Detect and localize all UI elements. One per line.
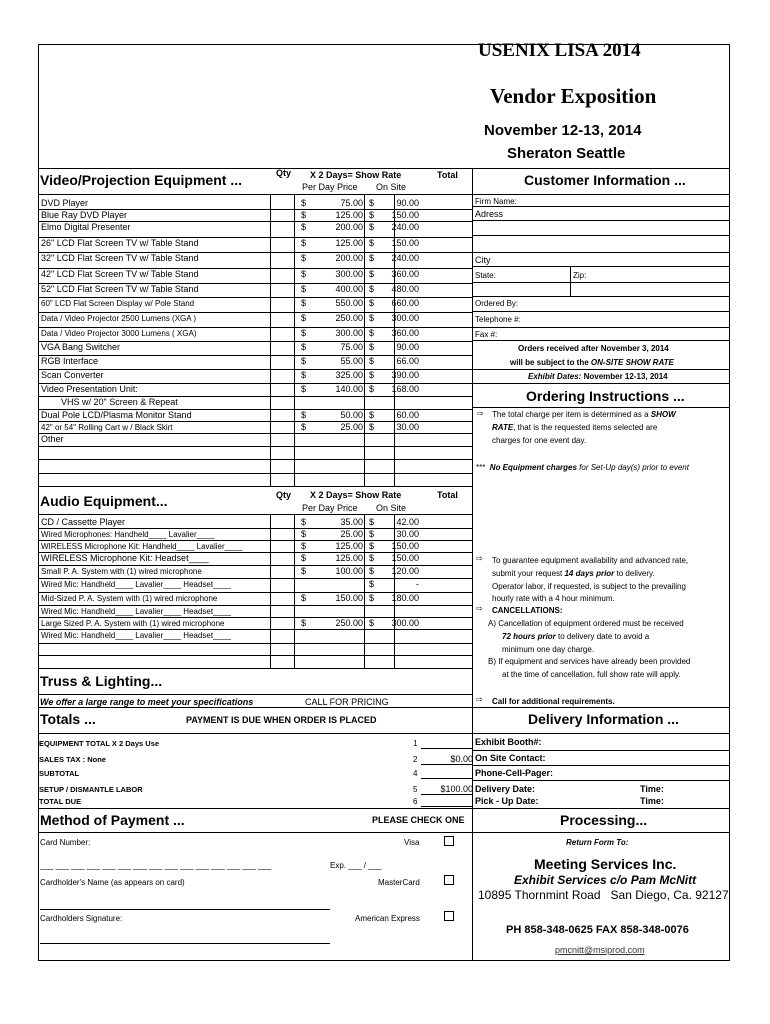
on-site-price: - (416, 579, 419, 589)
totals-value[interactable] (421, 737, 473, 749)
dollar-sign: $ (369, 370, 375, 380)
mastercard-label: MasterCard (378, 878, 420, 887)
orders-deadline-notice: Orders received after November 3, 2014 (518, 344, 669, 353)
dollar-sign: $ (369, 342, 375, 352)
item-name: 26" LCD Flat Screen TV w/ Table Stand (41, 238, 199, 248)
telephone-label: Telephone #: (475, 315, 521, 324)
visa-checkbox[interactable] (444, 836, 454, 846)
on-site-price: 480.00 (391, 284, 419, 294)
on-site-price: 66.00 (396, 356, 419, 366)
dollar-sign: $ (301, 566, 307, 576)
exhibit-dates-notice: Exhibit Dates: November 12-13, 2014 (528, 372, 668, 381)
totals-line-number: 4 (413, 769, 418, 778)
per-day-price: 50.00 (340, 410, 363, 420)
on-site-price: 360.00 (391, 328, 419, 338)
item-name: Wired Mic: Handheld____ Lavalier____ Headset____ (41, 631, 231, 640)
dollar-sign: $ (369, 566, 375, 576)
cancellation-min: minimum one day charge. (502, 645, 595, 654)
event-venue: Sheraton Seattle (507, 145, 626, 162)
video-section-title: Video/Projection Equipment ... (40, 172, 242, 188)
company-phone: PH 858-348-0625 FAX 858-348-0076 (506, 924, 689, 936)
table-row (39, 283, 473, 296)
item-name: DVD Player (41, 198, 89, 208)
dollar-sign: $ (369, 579, 375, 589)
per-day-price: 400.00 (335, 284, 363, 294)
total-input[interactable] (433, 341, 471, 353)
total-input[interactable] (433, 297, 471, 309)
dollar-sign: $ (369, 210, 375, 220)
delivery-section-title: Delivery Information ... (528, 711, 679, 727)
email-link[interactable]: pmcnitt@msiprod.com (555, 945, 645, 955)
total-header: Total (437, 170, 458, 180)
per-day-price: 300.00 (335, 269, 363, 279)
item-name: Large Sized P. A. System with (1) wired microphone (41, 619, 225, 628)
dollar-sign: $ (301, 553, 307, 563)
qty-header: Qty (276, 490, 292, 500)
fax-label: Fax #: (475, 330, 498, 339)
item-name: RGB Interface (41, 356, 99, 366)
instruction-event-day: charges for one event day. (492, 436, 587, 445)
total-input[interactable] (433, 283, 471, 295)
state-label: State: (475, 271, 496, 280)
on-site-price: 390.00 (391, 370, 419, 380)
card-number-line[interactable]: ___ ___ ___ ___ ___ ___ ___ ___ ___ ___ ___ ___ ___ ___ ___ (40, 861, 272, 870)
totals-row (39, 753, 473, 766)
company-name: Meeting Services Inc. (534, 856, 677, 872)
dollar-sign: $ (301, 284, 307, 294)
per-day-price: 125.00 (335, 238, 363, 248)
qty-header: Qty (276, 168, 292, 178)
item-name: WIRELESS Microphone Kit: Handheld____ Lavalier____ (41, 542, 243, 551)
total-input[interactable] (433, 355, 471, 367)
item-name: Other (41, 434, 64, 444)
totals-label: SALES TAX : None (39, 755, 106, 764)
dollar-sign: $ (369, 541, 375, 551)
dollar-sign: $ (369, 253, 375, 263)
item-name: Data / Video Projector 3000 Lumens ( XGA) (41, 329, 197, 338)
total-input[interactable] (433, 369, 471, 381)
per-day-price: 55.00 (340, 356, 363, 366)
dollar-sign: $ (301, 517, 307, 527)
booth-label: Exhibit Booth#: (475, 737, 542, 747)
total-input[interactable] (433, 396, 471, 408)
on-site-header: On Site (376, 503, 407, 513)
totals-label: EQUIPMENT TOTAL X 2 Days Use (39, 739, 160, 748)
item-name: 52" LCD Flat Screen TV w/ Table Stand (41, 284, 199, 294)
on-site-price: 42.00 (396, 517, 419, 527)
totals-value[interactable]: $100.00 (421, 783, 473, 795)
cardholder-label: Cardholder's Name (as appears on card) (40, 878, 185, 887)
total-input[interactable] (433, 617, 471, 629)
truss-note: We offer a large range to meet your specifications (40, 697, 254, 707)
item-name: 32" LCD Flat Screen TV w/ Table Stand (41, 253, 199, 263)
item-name: Data / Video Projector 2500 Lumens (XGA ) (41, 314, 197, 323)
dollar-sign: $ (369, 517, 375, 527)
no-setup-charge-note: *** No Equipment charges for Set-Up day(s) prior to event (476, 463, 689, 472)
instruction-show-rate: The total charge per item is determined as a SHOW (492, 410, 676, 419)
total-input[interactable] (433, 383, 471, 395)
expiration-field[interactable]: Exp. ___ / ___ (330, 861, 382, 870)
on-site-price: 660.00 (391, 298, 419, 308)
totals-label: TOTAL DUE (39, 797, 82, 806)
page-title: Vendor Exposition (490, 84, 657, 108)
on-site-price: 90.00 (396, 342, 419, 352)
check-one-label: PLEASE CHECK ONE (372, 815, 465, 825)
item-name: CD / Cassette Player (41, 517, 126, 527)
total-input[interactable] (433, 252, 471, 264)
on-site-price: 90.00 (396, 198, 419, 208)
per-day-price: 75.00 (340, 198, 363, 208)
item-name: 60" LCD Flat Screen Display w/ Pole Stand (41, 299, 195, 308)
per-day-price: 25.00 (340, 422, 363, 432)
dollar-sign: $ (369, 618, 375, 628)
totals-row (39, 767, 473, 780)
call-requirements: Call for additional requirements. (492, 697, 615, 706)
instruction-operator: Operator labor, if requested, is subject to the prevailing (492, 582, 686, 591)
instruction-hourly: hourly rate with a 4 hour minimum. (492, 594, 615, 603)
company-attn: Exhibit Services c/o Pam McNitt (514, 873, 697, 887)
item-name: 42" or 54" Rolling Cart w / Black Skirt (41, 423, 173, 432)
item-name: Blue Ray DVD Player (41, 210, 128, 220)
arrow-right-icon: ⇨ (476, 554, 483, 563)
dollar-sign: $ (301, 356, 307, 366)
amex-checkbox[interactable] (444, 911, 454, 921)
item-name: Elmo Digital Presenter (41, 222, 131, 232)
total-input[interactable] (433, 327, 471, 339)
total-input[interactable] (433, 592, 471, 604)
cancellations-title: CANCELLATIONS: (492, 606, 563, 615)
totals-value[interactable] (421, 795, 473, 807)
on-site-price: 240.00 (391, 253, 419, 263)
dollar-sign: $ (301, 618, 307, 628)
cardholder-name-line[interactable] (40, 909, 330, 910)
item-name: 42" LCD Flat Screen TV w/ Table Stand (41, 269, 199, 279)
arrow-right-icon: ⇨ (476, 604, 483, 613)
total-input[interactable] (433, 409, 471, 421)
dollar-sign: $ (301, 342, 307, 352)
table-row (39, 629, 473, 642)
item-name: Wired Mic: Handheld____ Lavalier____ Headset____ (41, 580, 231, 589)
table-row (39, 297, 473, 310)
per-day-price: 25.00 (340, 529, 363, 539)
pickup-date-label: Pick - Up Date: (475, 796, 539, 806)
total-input[interactable] (433, 516, 471, 528)
event-dates: November 12-13, 2014 (484, 122, 642, 139)
totals-label: SETUP / DISMANTLE LABOR (39, 785, 143, 794)
table-row (39, 237, 473, 250)
signature-line[interactable] (40, 943, 330, 944)
dollar-sign: $ (369, 269, 375, 279)
per-day-price: 200.00 (335, 222, 363, 232)
total-input[interactable] (433, 312, 471, 324)
arrow-right-icon: ⇨ (477, 409, 484, 418)
total-input[interactable] (433, 421, 471, 433)
signature-label: Cardholders Signature: (40, 914, 123, 923)
table-row (39, 252, 473, 265)
amex-label: American Express (355, 914, 420, 923)
total-input[interactable] (433, 565, 471, 577)
on-site-header: On Site (376, 182, 407, 192)
dollar-sign: $ (369, 328, 375, 338)
table-row (39, 221, 473, 234)
table-row (39, 312, 473, 325)
dollar-sign: $ (369, 410, 375, 420)
dollar-sign: $ (369, 238, 375, 248)
event-name: USENIX LISA 2014 (478, 40, 641, 61)
per-day-price: 125.00 (335, 210, 363, 220)
table-row (39, 565, 473, 578)
totals-line-number: 6 (413, 797, 418, 806)
item-name: Small P. A. System with (1) wired microphone (41, 567, 202, 576)
customer-section-title: Customer Information ... (524, 172, 686, 188)
dollar-sign: $ (301, 269, 307, 279)
phone-label: Phone-Cell-Pager: (475, 768, 554, 778)
on-site-price: 150.00 (391, 210, 419, 220)
dollar-sign: $ (369, 529, 375, 539)
table-row (39, 592, 473, 605)
total-input[interactable] (433, 552, 471, 564)
table-row (39, 341, 473, 354)
total-input[interactable] (433, 268, 471, 280)
dollar-sign: $ (301, 210, 307, 220)
table-row (39, 369, 473, 382)
dollar-sign: $ (369, 313, 375, 323)
on-site-price: 150.00 (391, 541, 419, 551)
dollar-sign: $ (301, 529, 307, 539)
on-site-price: 30.00 (396, 529, 419, 539)
table-row (39, 578, 473, 591)
truss-call: CALL FOR PRICING (305, 697, 389, 707)
item-name: VGA Bang Switcher (41, 342, 121, 352)
firm-name-label: Firm Name: (475, 197, 517, 206)
per-day-price: 300.00 (335, 328, 363, 338)
table-row (39, 383, 473, 396)
delivery-date-label: Delivery Date: (475, 784, 536, 794)
total-input[interactable] (433, 629, 471, 641)
rate-header: X 2 Days= Show Rate (310, 490, 402, 500)
per-day-price: 125.00 (335, 541, 363, 551)
per-day-price: 325.00 (335, 370, 363, 380)
mastercard-checkbox[interactable] (444, 875, 454, 885)
totals-line-number: 2 (413, 755, 418, 764)
dollar-sign: $ (369, 422, 375, 432)
totals-label: SUBTOTAL (39, 769, 80, 778)
dollar-sign: $ (369, 384, 375, 394)
per-day-price: 200.00 (335, 253, 363, 263)
dollar-sign: $ (301, 238, 307, 248)
item-name: Wired Microphones: Handheld____ Lavalier____ (41, 530, 215, 539)
truss-section-title: Truss & Lighting... (40, 673, 163, 689)
dollar-sign: $ (301, 222, 307, 232)
arrow-right-icon: ⇨ (476, 695, 483, 704)
instructions-section-title: Ordering Instructions ... (526, 388, 685, 404)
table-row (39, 552, 473, 565)
total-input[interactable] (433, 540, 471, 552)
address-label: Adress (475, 209, 504, 219)
dollar-sign: $ (301, 198, 307, 208)
total-input[interactable] (433, 237, 471, 249)
per-day-header: Per Day Price (302, 182, 358, 192)
totals-section-title: Totals ... (40, 711, 96, 727)
card-number-label: Card Number: (40, 838, 91, 847)
zip-label: Zip: (573, 271, 587, 280)
item-name: Wired Mic: Handheld____ Lavalier____ Headset____ (41, 607, 231, 616)
payment-due-note: PAYMENT IS DUE WHEN ORDER IS PLACED (186, 715, 377, 725)
return-to-label: Return Form To: (566, 838, 629, 847)
contact-label: On Site Contact: (475, 753, 546, 763)
totals-value[interactable] (421, 767, 473, 779)
on-site-price: 360.00 (391, 269, 419, 279)
total-input[interactable] (433, 578, 471, 590)
dollar-sign: $ (369, 593, 375, 603)
per-day-price: 250.00 (335, 618, 363, 628)
totals-line-number: 5 (413, 785, 418, 794)
total-input[interactable] (433, 605, 471, 617)
on-site-price: 168.00 (391, 384, 419, 394)
table-row (39, 396, 473, 409)
item-name: Mid-Sized P. A. System with (1) wired microphone (41, 594, 218, 603)
item-name: VHS w/ 20" Screen & Repeat (61, 397, 178, 407)
total-input[interactable] (433, 528, 471, 540)
ordered-by-label: Ordered By: (475, 299, 519, 308)
per-day-price: 125.00 (335, 553, 363, 563)
per-day-price: 250.00 (335, 313, 363, 323)
item-name: Dual Pole LCD/Plasma Monitor Stand (41, 410, 192, 420)
dollar-sign: $ (301, 410, 307, 420)
totals-line-number: 1 (413, 739, 418, 748)
total-input[interactable] (433, 221, 471, 233)
totals-row (39, 737, 473, 750)
instruction-guarantee: To guarantee equipment availability and advanced rate, (492, 556, 689, 565)
city-label: City (475, 255, 491, 265)
onsite-rate-notice: will be subject to the ON-SITE SHOW RATE (510, 358, 674, 367)
total-input[interactable] (433, 197, 471, 209)
cancellation-full: at the time of cancellation, full show rate will apply. (502, 670, 681, 679)
dollar-sign: $ (369, 198, 375, 208)
on-site-price: 150.00 (391, 238, 419, 248)
per-day-price: 75.00 (340, 342, 363, 352)
company-address: 10895 Thornmint Road San Diego, Ca. 92127 (478, 888, 729, 902)
item-name: WIRELESS Microphone Kit: Headset____ (41, 553, 209, 563)
rate-header: X 2 Days= Show Rate (310, 170, 402, 180)
dollar-sign: $ (369, 553, 375, 563)
dollar-sign: $ (369, 284, 375, 294)
per-day-header: Per Day Price (302, 503, 358, 513)
total-header: Total (437, 490, 458, 500)
table-row (39, 327, 473, 340)
dollar-sign: $ (301, 253, 307, 263)
cancellation-b: B) If equipment and services have already been provided (488, 657, 691, 666)
on-site-price: 60.00 (396, 410, 419, 420)
per-day-price: 550.00 (335, 298, 363, 308)
per-day-price: 35.00 (340, 517, 363, 527)
dollar-sign: $ (301, 422, 307, 432)
on-site-price: 300.00 (391, 618, 419, 628)
table-row (39, 433, 473, 446)
on-site-price: 300.00 (391, 313, 419, 323)
table-row (39, 268, 473, 281)
on-site-price: 240.00 (391, 222, 419, 232)
item-name: Scan Converter (41, 370, 104, 380)
on-site-price: 30.00 (396, 422, 419, 432)
total-input[interactable] (433, 209, 471, 221)
dollar-sign: $ (369, 222, 375, 232)
on-site-price: 150.00 (391, 553, 419, 563)
dollar-sign: $ (301, 328, 307, 338)
total-input[interactable] (433, 433, 471, 445)
table-row (39, 355, 473, 368)
on-site-price: 180.00 (391, 593, 419, 603)
per-day-price: 100.00 (335, 566, 363, 576)
dollar-sign: $ (301, 541, 307, 551)
dollar-sign: $ (301, 593, 307, 603)
totals-row (39, 795, 473, 808)
delivery-time-label: Time: (640, 784, 664, 794)
dollar-sign: $ (369, 298, 375, 308)
on-site-price: 120.00 (391, 566, 419, 576)
processing-section-title: Processing... (560, 812, 648, 828)
visa-label: Visa (404, 838, 420, 847)
dollar-sign: $ (301, 370, 307, 380)
per-day-price: 150.00 (335, 593, 363, 603)
cancellation-a: A) Cancellation of equipment ordered must be received (488, 619, 684, 628)
item-name: Video Presentation Unit: (41, 384, 138, 394)
pickup-time-label: Time: (640, 796, 664, 806)
totals-value[interactable]: $0.00 (421, 753, 473, 765)
dollar-sign: $ (369, 356, 375, 366)
dollar-sign: $ (301, 298, 307, 308)
dollar-sign: $ (301, 313, 307, 323)
dollar-sign: $ (301, 384, 307, 394)
per-day-price: 140.00 (335, 384, 363, 394)
payment-section-title: Method of Payment ... (40, 812, 185, 828)
audio-section-title: Audio Equipment... (40, 493, 168, 509)
